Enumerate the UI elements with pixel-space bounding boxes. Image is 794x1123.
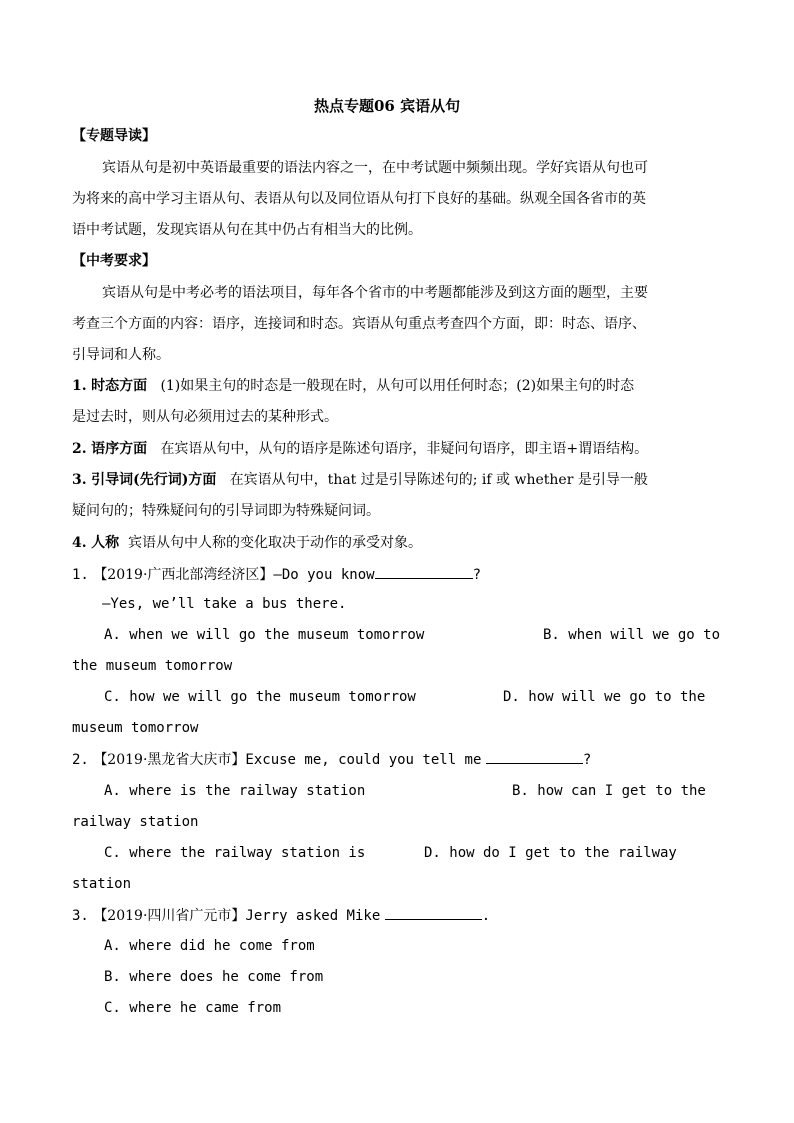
option-d: D. how will we go to the (503, 689, 706, 705)
question-end-mark: ? (582, 752, 592, 768)
point-text: 在宾语从句中，that 过是引导陈述句的; if 或 whether 是引导一般 (229, 472, 648, 488)
question-2 (72, 749, 591, 770)
question-stem: Excuse me, could you tell me (245, 752, 482, 768)
point-number: 3. (72, 472, 87, 488)
option-d-continued: museum tomorrow (72, 720, 199, 736)
point-text: (1)如果主句的时态是一般现在时，从句可以用任何时态；(2)如果主句的时态 (160, 378, 635, 394)
answer-blank (486, 749, 583, 764)
answer-blank (375, 564, 473, 579)
point-1 (72, 376, 634, 396)
option-d-continued: station (72, 876, 132, 892)
option-c: C. where he came from (104, 1000, 282, 1016)
question-number: 3. (72, 908, 89, 924)
requirements-line-2: 考查三个方面的内容：语序，连接词和时态。宾语从句重点考查四个方面，即：时态、语序、 (72, 316, 646, 332)
option-a: A. where is the railway station (104, 783, 366, 799)
intro-line-2: 为将来的高中学习主语从句、表语从句以及同位语从句打下良好的基础。纵观全国各省市的英 (72, 191, 646, 207)
option-c: C. how we will go the museum tomorrow (104, 689, 416, 705)
point-number: 4. (72, 535, 87, 551)
point-label: 引导词(先行词)方面 (91, 472, 217, 488)
question-3 (72, 905, 490, 926)
requirements-line-1: 宾语从句是中考必考的语法项目，每年各个省市的中考题都能涉及到这方面的题型，主要 (102, 285, 648, 301)
page-title: 热点专题06 宾语从句 (314, 97, 461, 115)
question-source: 【2019·黑龙省大庆市】 (93, 752, 246, 768)
point-number: 1. (72, 378, 87, 394)
question-end-mark: ? (472, 567, 481, 583)
option-b: B. when will we go to (543, 627, 721, 643)
point-label: 人称 (91, 535, 120, 551)
point-text: 宾语从句中人称的变化取决于动作的承受对象。 (127, 535, 422, 551)
point-label: 语序方面 (91, 441, 148, 457)
point-label: 时态方面 (91, 378, 148, 394)
answer-blank (385, 905, 482, 920)
point-number: 2. (72, 441, 87, 457)
intro-line-1: 宾语从句是初中英语最重要的语法内容之一，在中考试题中频频出现。学好宾语从句也可 (102, 160, 648, 176)
point-2 (72, 439, 648, 459)
question-1 (72, 564, 481, 585)
question-source: 【2019·四川省广元市】 (93, 908, 246, 924)
option-c: C. where the railway station is (104, 845, 366, 861)
point-3 (72, 470, 648, 490)
point-4 (72, 533, 422, 553)
option-b: B. how can I get to the (512, 783, 706, 799)
option-b-continued: railway station (72, 814, 199, 830)
question-end-mark: . (481, 908, 491, 924)
option-a: A. when we will go the museum tomorrow (104, 627, 425, 643)
point-3-continued: 疑问句的；特殊疑问句的引导词即为特殊疑问词。 (72, 503, 380, 519)
section-heading-requirements: 【中考要求】 (72, 253, 156, 269)
question-number: 1. (72, 567, 89, 583)
option-b: B. where does he come from (104, 969, 324, 985)
question-number: 2. (72, 752, 89, 768)
intro-line-3: 语中考试题，发现宾语从句在其中仍占有相当大的比例。 (72, 222, 422, 238)
point-text: 在宾语从句中，从句的语序是陈述句语序，非疑问句语序，即主语+谓语结构。 (160, 441, 649, 457)
point-1-continued: 是过去时，则从句必须用过去的某种形式。 (72, 409, 338, 425)
requirements-line-3: 引导词和人称。 (72, 347, 170, 363)
question-stem: —Do you know (273, 567, 375, 583)
question-stem: Jerry asked Mike (245, 908, 381, 924)
question-source: 【2019·广西北部湾经济区】 (93, 567, 274, 583)
question-1-reply: —Yes, we’ll take a bus there. (102, 596, 347, 612)
option-a: A. where did he come from (104, 938, 315, 954)
option-b-continued: the museum tomorrow (72, 658, 233, 674)
section-heading-intro: 【专题导读】 (72, 128, 156, 144)
option-d: D. how do I get to the railway (424, 845, 677, 861)
